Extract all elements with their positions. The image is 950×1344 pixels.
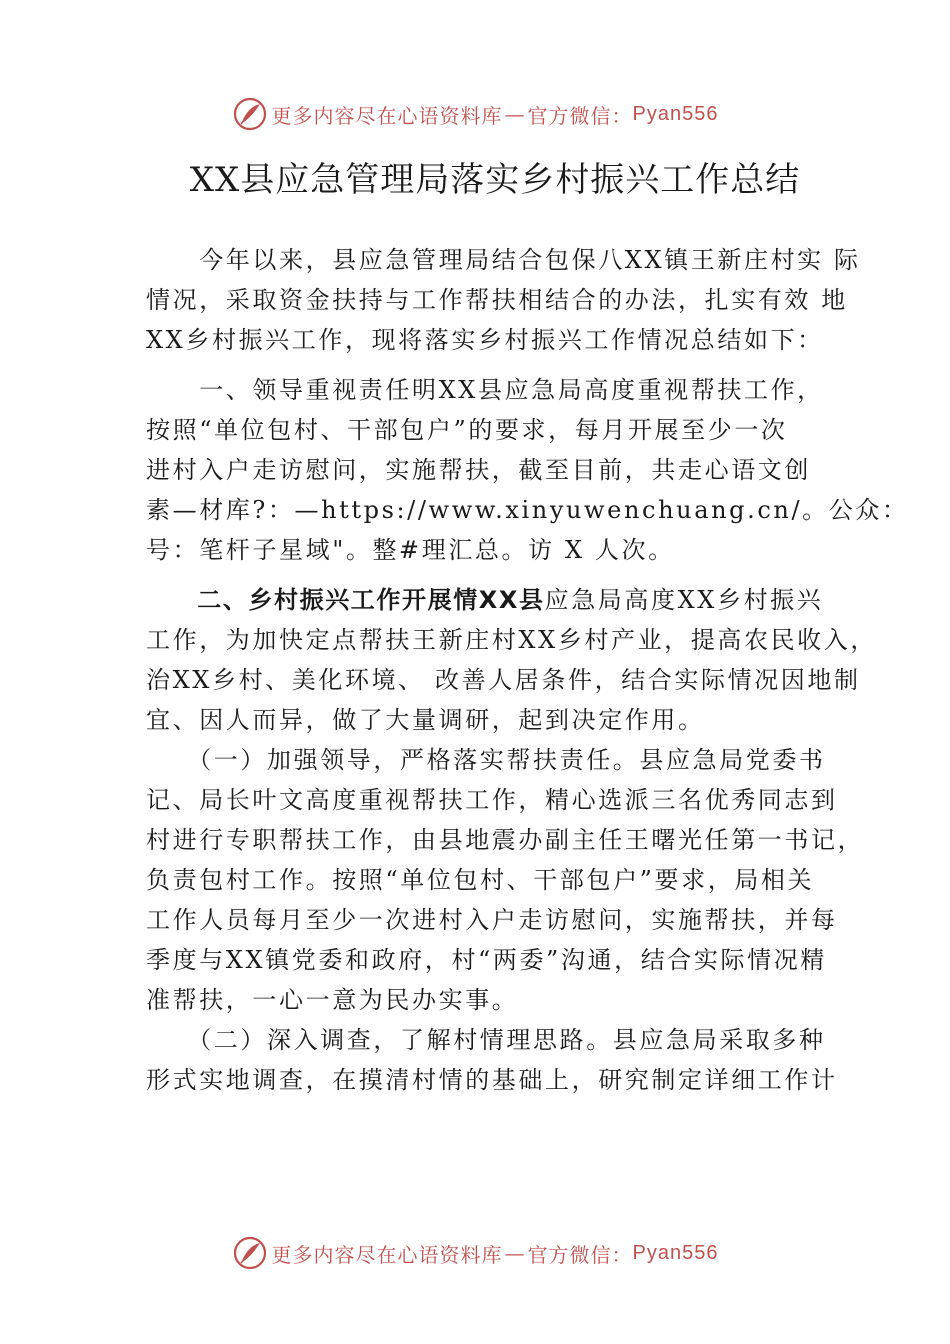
header-watermark-banner (0, 94, 950, 134)
banner-wechat-id: Pyan556 (632, 102, 719, 125)
text-line: 号：笔杆子星域"。整#理汇总。访 X 人次。 (146, 536, 675, 564)
banner-text: 更多内容尽在心语资料库 (271, 103, 503, 128)
text-line: 一、领导重视责任明XX县应急局高度重视帮扶工作， (146, 376, 824, 404)
text-line: 情况，采取资金扶持与工作帮扶相结合的办法，扎实有效 地 (146, 286, 848, 314)
document-title: XX县应急管理局落实乡村振兴工作总结 (189, 160, 801, 200)
text-line: 形式实地调查，在摸清村情的基础上，研究制定详细工作计 (146, 1066, 838, 1094)
feather-pen-logo-icon (232, 1235, 268, 1271)
section-heading-rest: 应急局高度XX乡村振兴 (544, 586, 824, 614)
banner-wechat-label: 官方微信： (527, 1242, 633, 1267)
text-line: 村进行专职帮扶工作，由县地震办副主任王曙光任第一书记， (146, 826, 865, 854)
banner-wechat-label: 官方微信： (527, 103, 633, 128)
text-line: 素—材库?：—https://www.xinyuwenchuang.cn/。公众： (146, 496, 909, 524)
text-line: 工作人员每月至少一次进村入户走访慰问，实施帮扶，并每 (146, 906, 838, 934)
text-line: （二）深入调查，了解村情理思路。县应急局采取多种 (146, 1026, 826, 1054)
section-heading: 二、乡村振兴工作开展情XX县 (146, 586, 545, 614)
footer-watermark-banner (0, 1233, 950, 1273)
text-line: 负责包村工作。按照“单位包村、干部包户”要求，局相关 (146, 866, 815, 894)
text-line: 进村入户走访慰问，实施帮扶，截至目前，共走心语文创 (146, 456, 811, 484)
paragraph-section-2 (146, 580, 877, 1100)
feather-pen-logo-icon (232, 96, 268, 132)
text-line: 按照“单位包村、干部包户”的要求，每月开展至少一次 (146, 416, 788, 444)
text-line: 治XX乡村、美化环境、 改善人居条件，结合实际情况因地制 (146, 666, 861, 694)
banner-separator: — (504, 1241, 526, 1265)
paragraph-intro (146, 240, 861, 360)
banner-separator: — (504, 102, 526, 126)
banner-text: 更多内容尽在心语资料库 (271, 1242, 503, 1267)
text-line: 季度与XX镇党委和政府，村“两委”沟通，结合实际情况精 (146, 946, 827, 974)
text-line: 准帮扶，一心一意为民办实事。 (146, 986, 519, 1014)
text-line: 记、局长叶文高度重视帮扶工作，精心选派三名优秀同志到 (146, 786, 838, 814)
paragraph-section-1 (146, 370, 909, 570)
text-line: （一）加强领导，严格落实帮扶责任。县应急局党委书 (146, 746, 826, 774)
text-line: 工作，为加快定点帮扶王新庄村XX乡村产业，提高农民收入， (146, 626, 877, 654)
text-line: 宜、因人而异，做了大量调研，起到决定作用。 (146, 706, 705, 734)
text-line: XX乡村振兴工作，现将落实乡村振兴工作情况总结如下： (146, 326, 824, 354)
text-line: 今年以来，县应急管理局结合包保八XX镇王新庄村实 际 (146, 246, 861, 274)
document-body (146, 240, 909, 1100)
text-line (146, 580, 826, 620)
banner-wechat-id: Pyan556 (632, 1241, 719, 1264)
